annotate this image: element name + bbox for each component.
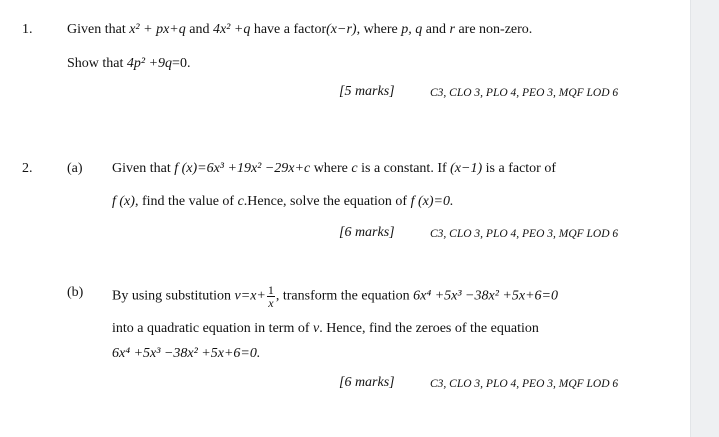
math-expression: v=x+ (234, 288, 266, 304)
math-expression: f (x)=0. (410, 194, 454, 209)
fraction: $\frac{1}{x}$ (267, 283, 274, 310)
math-expression: (x−1) (450, 161, 483, 176)
marks-label: [6 marks] (339, 375, 395, 390)
question-2a-line-2: f (x), find the value of c.Hence, solve the equation of f (x)=0. (112, 194, 454, 209)
math-variable: p, q (401, 22, 423, 37)
math-expression: f (x) (112, 194, 135, 209)
marks-label: [5 marks] (339, 84, 395, 99)
math-expression: (x−r) (326, 22, 357, 37)
question-2b-line-3 (112, 345, 260, 363)
question-2b-line-2: into a quadratic equation in term of v. Hence, find the zeroes of the equation (112, 321, 539, 336)
part-label: (b) (67, 285, 84, 300)
math-expression: 6x⁴ +5x³ −38x² +5x+6=0. (112, 346, 261, 361)
clo-reference: C3, CLO 3, PLO 4, PEO 3, MQF LOD 6 (430, 87, 619, 99)
question-2b-line-1: By using substitution v=x+ $\frac{1}{x}$ , transform the equation 6x⁴ +5x³ −38x² +5x+6=0 (112, 283, 558, 310)
math-variable: c (351, 161, 358, 176)
question-number: 1. (22, 22, 33, 37)
math-variable: c (237, 194, 244, 209)
question-number: 2. (22, 161, 33, 176)
math-expression: 4x² +q (212, 22, 251, 37)
clo-reference: C3, CLO 3, PLO 4, PEO 3, MQF LOD 6 (430, 228, 619, 240)
math-expression: f (x)=6x³ +19x² −29x+c (174, 161, 311, 176)
question-2a-line-1: Given that f (x)=6x³ +19x² −29x+c where c is a constant. If (x−1) is a factor of (112, 161, 556, 176)
question-1-line-2: Show that 4p² +9q=0. (67, 56, 191, 71)
part-label: (a) (67, 161, 83, 176)
marks-label: [6 marks] (339, 225, 395, 240)
math-expression: x² + px+q (129, 22, 186, 37)
side-panel (690, 0, 719, 437)
math-variable: v (313, 321, 320, 336)
clo-reference: C3, CLO 3, PLO 4, PEO 3, MQF LOD 6 (430, 378, 619, 390)
math-expression: 4p² +9q (126, 56, 173, 71)
math-expression: 6x⁴ +5x³ −38x² +5x+6=0 (413, 288, 558, 304)
question-1-line-1: Given that x² + px+q and 4x² +q have a factor(x−r), where p, q and r are non-zero. (67, 22, 533, 37)
math-variable: r (449, 22, 455, 37)
